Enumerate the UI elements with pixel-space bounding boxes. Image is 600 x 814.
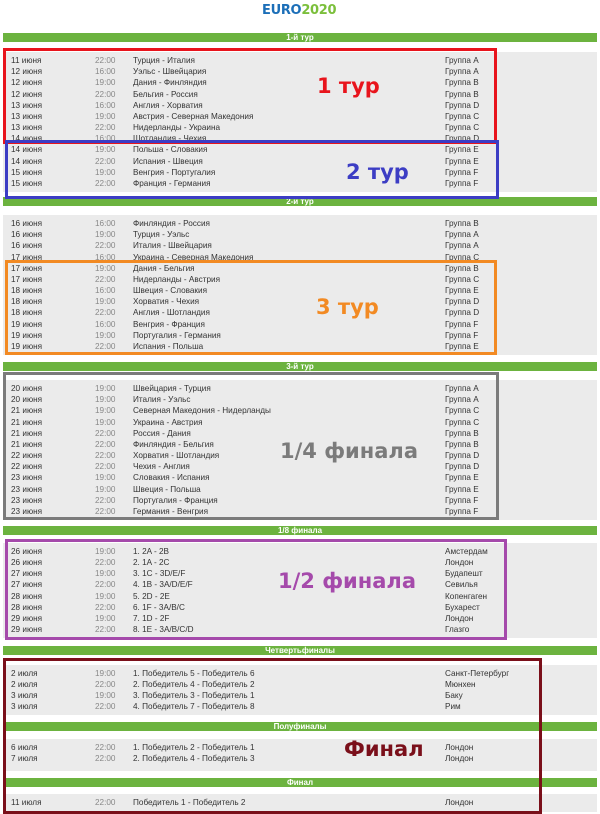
match-teams: 2. Победитель 4 - Победитель 2 xyxy=(133,680,255,689)
match-time: 19:00 xyxy=(95,669,116,678)
match-date: 28 июня xyxy=(11,591,43,601)
header-tour3: 3-й тур xyxy=(3,362,597,371)
match-date: 15 июня xyxy=(11,167,43,177)
match-teams: Англия - Хорватия xyxy=(133,100,203,110)
match-group: Группа B xyxy=(445,89,479,99)
match-time: 22:00 xyxy=(95,451,116,460)
match-teams: Англия - Шотландия xyxy=(133,308,210,318)
overlay-label-half: 1/2 финала xyxy=(278,569,416,593)
match-group: Группа C xyxy=(445,123,480,132)
overlay-label-tour2: 2 тур xyxy=(346,160,409,184)
match-group: Группа E xyxy=(445,156,479,166)
match-teams: Дания - Бельгия xyxy=(133,263,195,273)
match-date: 23 июня xyxy=(11,495,43,505)
match-teams: 8. 1E - 3A/B/C/D xyxy=(133,624,194,634)
match-group: Мюнхен xyxy=(445,680,476,689)
match-teams: Финляндия - Россия xyxy=(133,219,210,228)
match-date: 23 июня xyxy=(11,473,43,483)
match-teams: 1. Победитель 2 - Победитель 1 xyxy=(133,743,255,752)
match-group: Группа B xyxy=(445,219,479,228)
match-date: 16 июня xyxy=(11,241,43,251)
match-time: 16:00 xyxy=(95,134,116,144)
match-group: Баку xyxy=(445,691,463,700)
match-time: 16:00 xyxy=(95,219,116,228)
match-date: 13 июня xyxy=(11,111,43,121)
match-group: Группа E xyxy=(445,484,479,494)
match-group: Севилья xyxy=(445,580,478,590)
match-group: Группа C xyxy=(445,274,480,284)
match-teams: Словакия - Испания xyxy=(133,473,210,483)
match-date: 27 июня xyxy=(11,569,43,579)
match-teams: Финляндия - Бельгия xyxy=(133,439,214,449)
overlay-box-final xyxy=(3,658,542,814)
match-group: Группа F xyxy=(445,330,479,340)
match-time: 22:00 xyxy=(95,308,116,318)
match-date: 16 июня xyxy=(11,219,43,228)
match-time: 19:00 xyxy=(95,167,116,177)
match-teams: 2. 1A - 2C xyxy=(133,558,170,568)
match-row xyxy=(3,240,597,251)
match-row xyxy=(3,218,597,229)
match-teams: Победитель 1 - Победитель 2 xyxy=(133,798,246,807)
match-time: 16:00 xyxy=(95,67,116,77)
match-teams: Турция - Италия xyxy=(133,56,195,65)
overlay-label-tour3: 3 тур xyxy=(316,295,379,319)
match-teams: Чехия - Англия xyxy=(133,462,190,472)
match-group: Лондон xyxy=(445,798,474,807)
overlay-box-quarter xyxy=(3,372,499,520)
match-group: Группа B xyxy=(445,78,479,88)
match-group: Группа D xyxy=(445,451,480,460)
match-date: 12 июня xyxy=(11,67,43,77)
match-time: 19:00 xyxy=(95,145,116,155)
match-teams: Турция - Уэльс xyxy=(133,230,190,240)
match-teams: 1. 2A - 2B xyxy=(133,547,169,556)
match-time: 22:00 xyxy=(95,558,116,568)
match-group: Группа A xyxy=(445,230,479,240)
match-date: 18 июня xyxy=(11,286,43,295)
match-time: 22:00 xyxy=(95,702,116,711)
match-time: 19:00 xyxy=(95,297,116,307)
match-teams: Шотландия - Чехия xyxy=(133,134,207,144)
match-time: 19:00 xyxy=(95,111,116,121)
overlay-label-tour1: 1 тур xyxy=(317,74,380,98)
overlay-box-half xyxy=(5,539,507,640)
match-time: 22:00 xyxy=(95,156,116,166)
match-group: Группа F xyxy=(445,167,479,177)
match-date: 21 июня xyxy=(11,439,43,449)
overlay-box-tour1 xyxy=(3,48,497,144)
match-group: Группа A xyxy=(445,384,479,393)
match-time: 19:00 xyxy=(95,78,116,88)
match-group: Группа F xyxy=(445,178,479,188)
match-teams: 4. Победитель 7 - Победитель 8 xyxy=(133,702,255,711)
match-time: 22:00 xyxy=(95,123,116,132)
match-date: 19 июня xyxy=(11,330,43,340)
overlay-box-tour3 xyxy=(5,260,497,355)
match-time: 22:00 xyxy=(95,680,116,689)
match-group: Группа F xyxy=(445,319,479,329)
match-date: 23 июня xyxy=(11,506,43,516)
match-group: Группа B xyxy=(445,263,479,273)
match-time: 22:00 xyxy=(95,602,116,612)
match-time: 16:00 xyxy=(95,286,116,295)
match-date: 29 июня xyxy=(11,613,43,623)
match-time: 16:00 xyxy=(95,252,116,262)
match-teams: 5. 2D - 2E xyxy=(133,591,170,601)
match-teams: Швейцария - Турция xyxy=(133,384,211,393)
match-date: 14 июня xyxy=(11,145,43,155)
match-time: 19:00 xyxy=(95,395,116,405)
match-teams: Франция - Германия xyxy=(133,178,211,188)
match-date: 21 июня xyxy=(11,428,43,438)
header-final: Финал xyxy=(3,778,597,787)
match-group: Группа E xyxy=(445,341,479,351)
match-time: 22:00 xyxy=(95,506,116,516)
match-group: Лондон xyxy=(445,754,474,764)
match-group: Группа E xyxy=(445,286,479,295)
match-time: 22:00 xyxy=(95,439,116,449)
match-date: 3 июля xyxy=(11,702,38,711)
match-teams: Испания - Польша xyxy=(133,341,204,351)
match-time: 22:00 xyxy=(95,274,116,284)
match-teams: Испания - Швеция xyxy=(133,156,203,166)
match-date: 17 июня xyxy=(11,274,43,284)
match-teams: Хорватия - Шотландия xyxy=(133,451,220,460)
match-time: 19:00 xyxy=(95,484,116,494)
euro2020-logo: EURO2020 xyxy=(262,3,337,18)
match-date: 15 июня xyxy=(11,178,43,188)
match-teams: Хорватия - Чехия xyxy=(133,297,200,307)
match-teams: 3. 1C - 3D/E/F xyxy=(133,569,186,579)
match-group: Группа F xyxy=(445,495,479,505)
match-time: 22:00 xyxy=(95,56,116,65)
match-date: 6 июля xyxy=(11,743,38,752)
match-time: 19:00 xyxy=(95,384,116,393)
match-group: Группа C xyxy=(445,406,480,416)
match-group: Группа A xyxy=(445,395,479,405)
match-teams: Россия - Дания xyxy=(133,428,191,438)
match-date: 17 июня xyxy=(11,252,43,262)
match-teams: 7. 1D - 2F xyxy=(133,613,170,623)
match-teams: Бельгия - Россия xyxy=(133,89,198,99)
match-group: Группа A xyxy=(445,67,479,77)
header-quarterfinals: Четвертьфиналы xyxy=(3,646,597,655)
match-group: Группа A xyxy=(445,56,479,65)
match-time: 22:00 xyxy=(95,743,116,752)
match-date: 19 июня xyxy=(11,341,43,351)
match-group: Группа B xyxy=(445,428,479,438)
match-date: 26 июня xyxy=(11,547,43,556)
match-time: 19:00 xyxy=(95,263,116,273)
match-teams: Уэльс - Швейцария xyxy=(133,67,207,77)
match-date: 13 июня xyxy=(11,123,43,132)
match-group: Санкт-Петербург xyxy=(445,669,510,678)
match-teams: 2. Победитель 4 - Победитель 3 xyxy=(133,754,255,764)
match-date: 28 июня xyxy=(11,602,43,612)
match-time: 22:00 xyxy=(95,341,116,351)
match-group: Бухарест xyxy=(445,602,480,612)
match-teams: Польша - Словакия xyxy=(133,145,208,155)
match-teams: Венгрия - Франция xyxy=(133,319,205,329)
match-time: 22:00 xyxy=(95,798,116,807)
match-time: 22:00 xyxy=(95,241,116,251)
match-time: 22:00 xyxy=(95,580,116,590)
match-group: Будапешт xyxy=(445,569,483,579)
match-group: Лондон xyxy=(445,558,474,568)
match-time: 19:00 xyxy=(95,230,116,240)
match-time: 19:00 xyxy=(95,569,116,579)
match-group: Группа D xyxy=(445,308,480,318)
match-group: Группа D xyxy=(445,462,480,472)
match-teams: Венгрия - Португалия xyxy=(133,167,216,177)
match-time: 22:00 xyxy=(95,495,116,505)
match-date: 22 июня xyxy=(11,462,43,472)
match-teams: Германия - Венгрия xyxy=(133,506,209,516)
match-teams: Украина - Северная Македония xyxy=(133,252,254,262)
match-time: 19:00 xyxy=(95,591,116,601)
match-time: 22:00 xyxy=(95,178,116,188)
match-teams: Австрия - Северная Македония xyxy=(133,111,254,121)
match-teams: Украина - Австрия xyxy=(133,417,203,427)
match-date: 11 июля xyxy=(11,798,42,807)
match-time: 22:00 xyxy=(95,754,116,764)
match-time: 19:00 xyxy=(95,691,116,700)
match-group: Группа E xyxy=(445,473,479,483)
match-group: Группа D xyxy=(445,297,480,307)
header-semifinals: Полуфиналы xyxy=(3,722,597,731)
match-time: 19:00 xyxy=(95,473,116,483)
overlay-label-quarter: 1/4 финала xyxy=(280,439,418,463)
match-date: 16 июня xyxy=(11,230,43,240)
match-row xyxy=(3,229,597,240)
match-teams: Италия - Швейцария xyxy=(133,241,212,251)
match-time: 16:00 xyxy=(95,100,116,110)
match-date: 20 июня xyxy=(11,395,43,405)
match-group: Амстердам xyxy=(445,547,488,556)
match-date: 2 июля xyxy=(11,680,38,689)
match-teams: 3. Победитель 3 - Победитель 1 xyxy=(133,691,255,700)
match-group: Группа C xyxy=(445,252,480,262)
match-date: 13 июня xyxy=(11,100,43,110)
match-time: 19:00 xyxy=(95,547,116,556)
match-teams: 6. 1F - 3A/B/C xyxy=(133,602,185,612)
match-time: 22:00 xyxy=(95,428,116,438)
match-group: Группа A xyxy=(445,241,479,251)
match-time: 22:00 xyxy=(95,462,116,472)
match-date: 26 июня xyxy=(11,558,43,568)
match-teams: 1. Победитель 5 - Победитель 6 xyxy=(133,669,255,678)
match-date: 18 июня xyxy=(11,297,43,307)
overlay-box-tour2 xyxy=(5,140,499,199)
match-group: Группа B xyxy=(445,439,479,449)
match-group: Группа C xyxy=(445,111,480,121)
match-date: 18 июня xyxy=(11,308,43,318)
match-date: 20 июня xyxy=(11,384,43,393)
match-date: 12 июня xyxy=(11,78,43,88)
match-group: Группа D xyxy=(445,134,480,144)
match-teams: Швеция - Словакия xyxy=(133,286,208,295)
match-date: 21 июня xyxy=(11,417,43,427)
match-teams: Швеция - Польша xyxy=(133,484,201,494)
match-group: Глазго xyxy=(445,624,470,634)
header-tour1: 1-й тур xyxy=(3,33,597,42)
match-group: Лондон xyxy=(445,743,474,752)
match-group: Лондон xyxy=(445,613,474,623)
match-teams: Нидерланды - Украина xyxy=(133,123,221,132)
match-date: 7 июля xyxy=(11,754,38,764)
match-teams: Дания - Финляндия xyxy=(133,78,207,88)
match-date: 19 июня xyxy=(11,319,43,329)
match-teams: Италия - Уэльс xyxy=(133,395,191,405)
match-time: 19:00 xyxy=(95,406,116,416)
match-date: 11 июня xyxy=(11,56,42,65)
match-date: 21 июня xyxy=(11,406,43,416)
overlay-label-final: Финал xyxy=(344,737,424,761)
match-group: Группа E xyxy=(445,145,479,155)
match-group: Группа D xyxy=(445,100,480,110)
match-date: 17 июня xyxy=(11,263,43,273)
match-time: 22:00 xyxy=(95,624,116,634)
match-date: 12 июня xyxy=(11,89,43,99)
match-time: 19:00 xyxy=(95,613,116,623)
match-group: Рим xyxy=(445,702,461,711)
match-teams: Нидерланды - Австрия xyxy=(133,274,221,284)
match-date: 3 июля xyxy=(11,691,38,700)
match-time: 19:00 xyxy=(95,417,116,427)
match-group: Группа F xyxy=(445,506,479,516)
match-date: 14 июня xyxy=(11,134,43,144)
match-group: Копенгаген xyxy=(445,591,488,601)
match-time: 19:00 xyxy=(95,330,116,340)
header-tour2: 2-й тур xyxy=(3,197,597,206)
match-date: 2 июля xyxy=(11,669,38,678)
match-group: Группа C xyxy=(445,417,480,427)
match-date: 27 июня xyxy=(11,580,43,590)
match-date: 14 июня xyxy=(11,156,43,166)
match-date: 29 июня xyxy=(11,624,43,634)
match-date: 23 июня xyxy=(11,484,43,494)
match-teams: Северная Македония - Нидерланды xyxy=(133,406,271,416)
match-teams: 4. 1B - 3A/D/E/F xyxy=(133,580,193,590)
match-teams: Португалия - Германия xyxy=(133,330,221,340)
header-round-of-16: 1/8 финала xyxy=(3,526,597,535)
match-date: 22 июня xyxy=(11,451,43,460)
match-teams: Португалия - Франция xyxy=(133,495,218,505)
match-time: 22:00 xyxy=(95,89,116,99)
match-time: 16:00 xyxy=(95,319,116,329)
